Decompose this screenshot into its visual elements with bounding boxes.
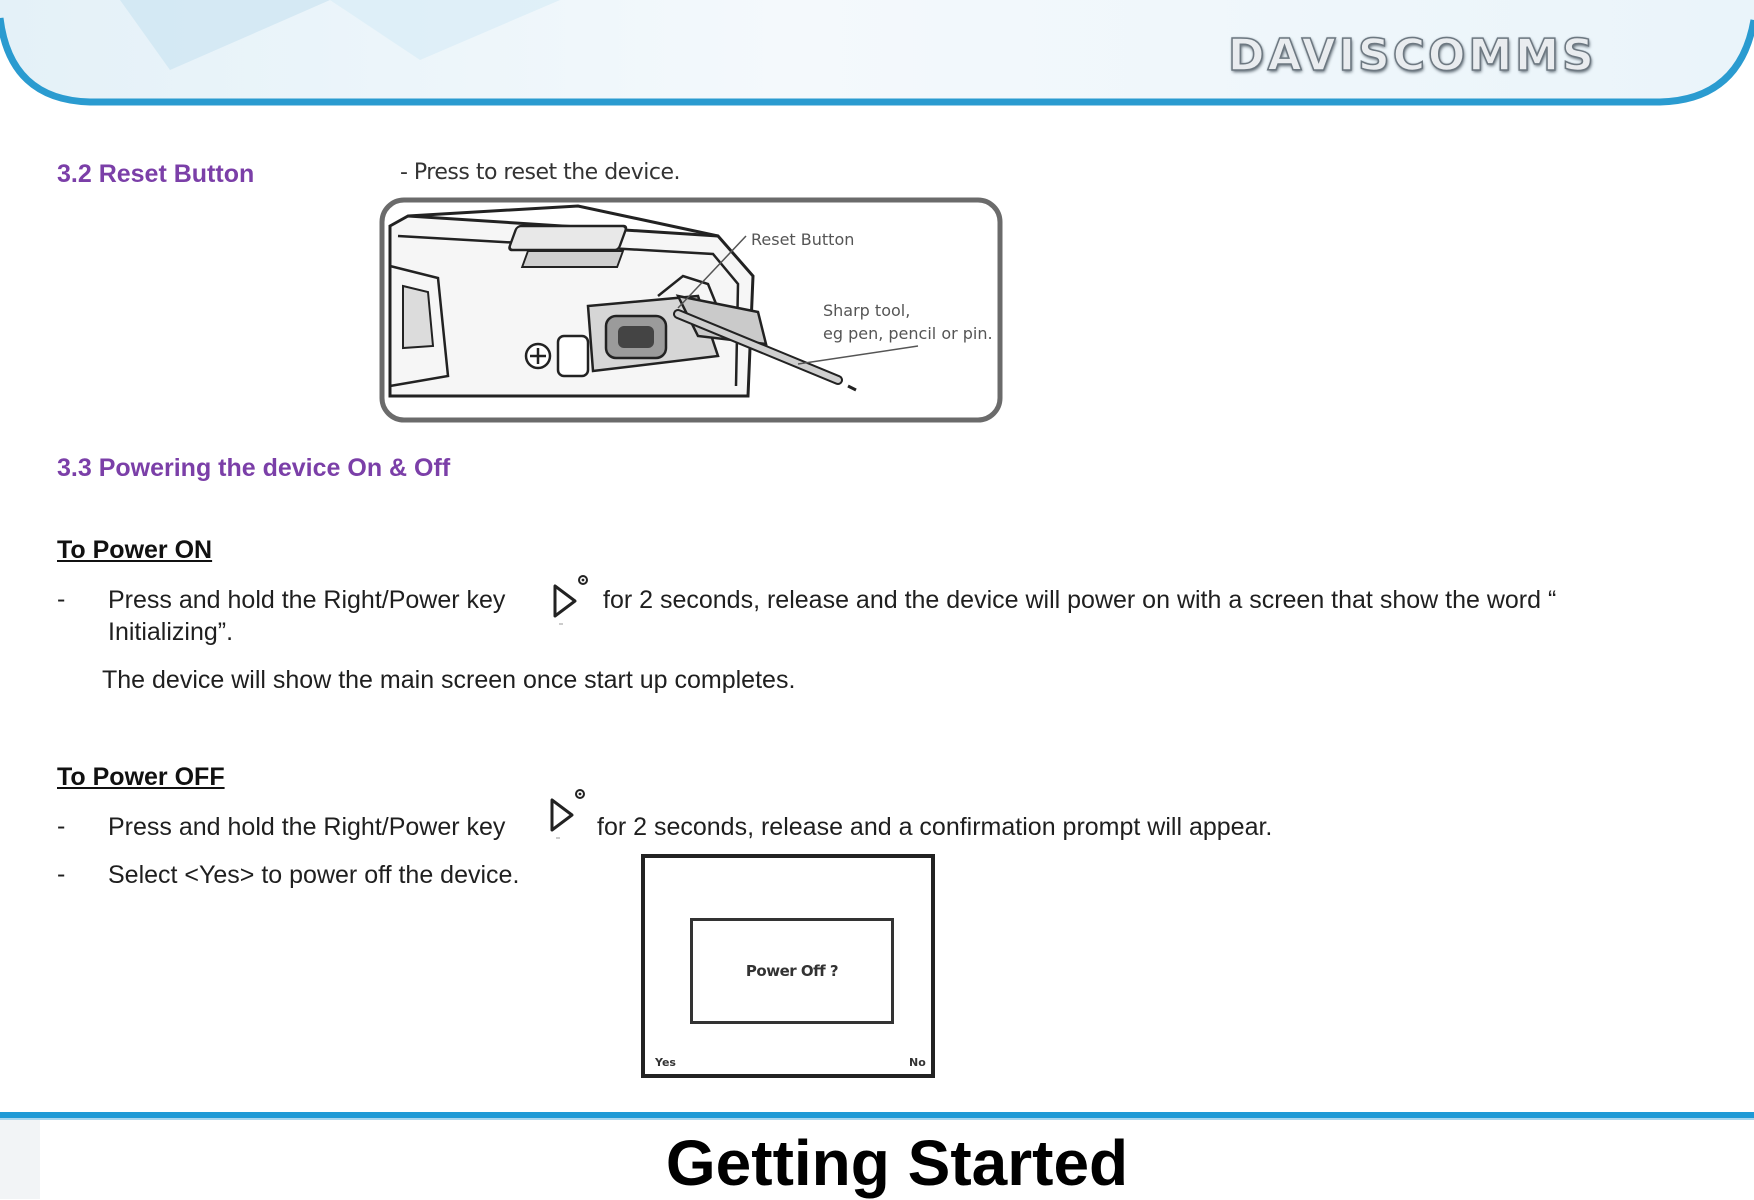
power-off-dialog	[690, 918, 894, 1024]
reset-section-title: 3.2 Reset Button	[57, 160, 255, 188]
reset-button-label: Reset Button	[751, 230, 855, 249]
softkey-no[interactable]: No	[909, 1056, 926, 1069]
power-off-step-text-continued: for 2 seconds, release and a confirmation prompt will appear.	[597, 813, 1273, 841]
power-off-prompt: Power Off ?	[745, 962, 839, 980]
power-off-select-yes-text: Select <Yes> to power off the device.	[108, 861, 520, 889]
power-on-step-wrap: Initializing”.	[108, 618, 234, 646]
power-on-step-text-continued: for 2 seconds, release and the device will power on with a screen that show the word “	[603, 586, 1557, 614]
brand-logo: DAVISCOMMS	[1228, 30, 1597, 81]
list-bullet: -	[57, 812, 66, 840]
softkey-yes[interactable]: Yes	[655, 1056, 676, 1069]
power-section-title: 3.3 Powering the device On & Off	[57, 454, 451, 482]
power-right-key-icon	[542, 786, 590, 842]
footer-title: Getting Started	[665, 1127, 1129, 1199]
power-off-step-text: Press and hold the Right/Power key	[108, 813, 506, 841]
sharp-tool-label: Sharp tool,	[823, 301, 911, 320]
power-off-screen	[641, 854, 935, 1078]
reset-caption: - Press to reset the device.	[400, 160, 680, 185]
power-on-note: The device will show the main screen once start up completes.	[102, 666, 796, 694]
sharp-tool-examples-label: eg pen, pencil or pin.	[823, 324, 993, 343]
power-on-heading: To Power ON	[57, 536, 213, 564]
power-on-step-text: Press and hold the Right/Power key	[108, 586, 506, 614]
list-bullet: -	[57, 860, 66, 888]
power-off-heading: To Power OFF	[57, 763, 225, 791]
list-bullet: -	[57, 585, 66, 613]
power-right-key-icon	[545, 572, 593, 628]
